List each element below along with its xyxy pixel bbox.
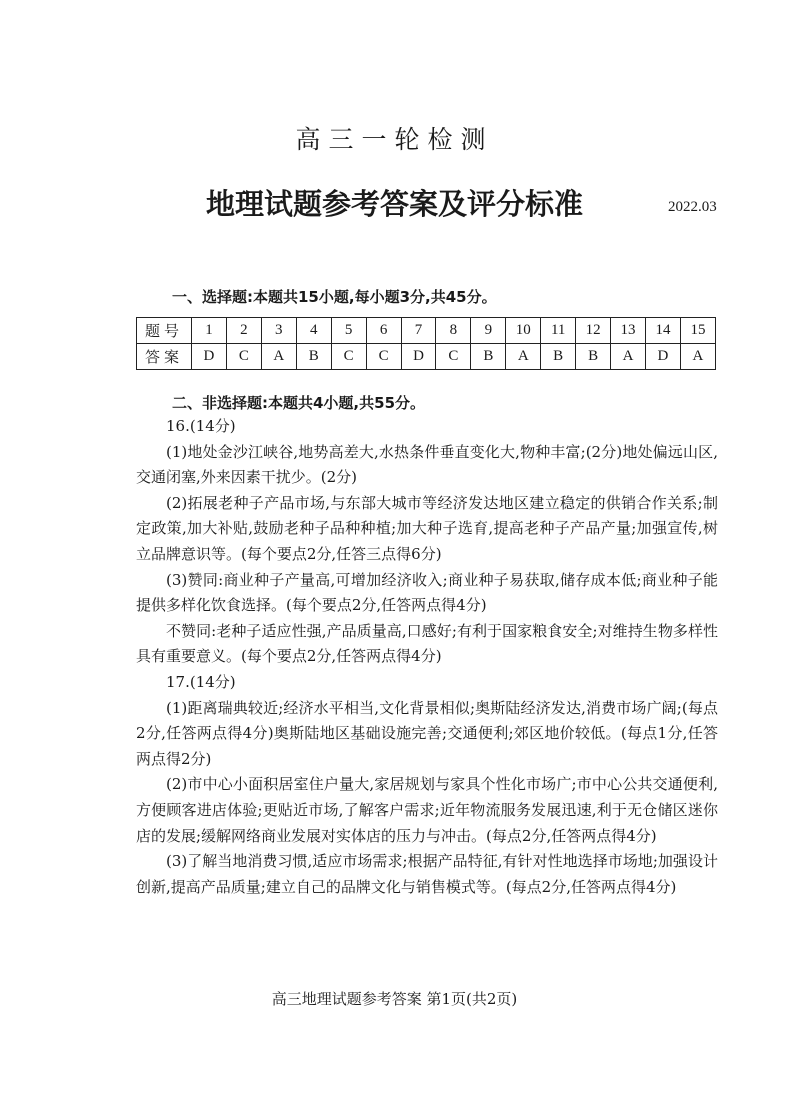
question-number: 5	[331, 318, 366, 344]
question-16-heading: 16.(14分)	[166, 417, 236, 435]
answer-row	[137, 344, 716, 370]
answer-cell: B	[541, 344, 576, 370]
question-number: 11	[541, 318, 576, 344]
section2-heading: 二、非选择题:本题共4小题,共55分。	[172, 394, 426, 412]
question-number: 9	[471, 318, 506, 344]
question-number: 1	[192, 318, 227, 344]
question-number: 7	[401, 318, 436, 344]
question-number: 2	[226, 318, 261, 344]
answer-cell: C	[366, 344, 401, 370]
section1-heading: 一、选择题:本题共15小题,每小题3分,共45分。	[172, 288, 497, 306]
question-number: 8	[436, 318, 471, 344]
answer-cell: B	[576, 344, 611, 370]
question-number: 15	[680, 318, 715, 344]
q17-part3-answer: (3)了解当地消费习惯,适应市场需求;根据产品特征,有针对性地选择市场地;加强设计创新,提高产品质量;建立自己的品牌文化与销售模式等。(每点2分,任答两点得4分)	[136, 852, 718, 896]
answer-cell: A	[611, 344, 646, 370]
q17-part1-answer: (1)距离瑞典较近;经济水平相当,文化背景相似;奥斯陆经济发达,消费市场广阔;(每点2分,任答两点得4分)奥斯陆地区基础设施完善;交通便利;郊区地价较低。(每点1分,任答两点得2分)	[136, 698, 718, 768]
document-title: 地理试题参考答案及评分标准	[205, 187, 583, 221]
question-number: 10	[506, 318, 541, 344]
row-label-number: 题号	[137, 318, 192, 344]
question-number: 3	[261, 318, 296, 344]
q16-part2-answer: (2)拓展老种子产品市场,与东部大城市等经济发达地区建立稳定的供销合作关系;制定政策,加大补贴,鼓励老种子品种种植;加大种子选育,提高老种子产品产量;加强宣传,树立品牌意识等。(每个要点2分,任答三点得6分)	[136, 493, 718, 563]
answer-cell: C	[331, 344, 366, 370]
question-number: 13	[611, 318, 646, 344]
question-number: 6	[366, 318, 401, 344]
exam-date: 2022.03	[668, 199, 717, 215]
answer-table	[136, 317, 716, 370]
page-footer: 高三地理试题参考答案 第1页(共2页)	[271, 990, 518, 1008]
q16-part1-answer: (1)地处金沙江峡谷,地势高差大,水热条件垂直变化大,物种丰富;(2分)地处偏远山区,交通闭塞,外来因素干扰少。(2分)	[136, 442, 718, 487]
answer-cell: D	[192, 344, 227, 370]
question-number: 12	[576, 318, 611, 344]
answer-cell: A	[680, 344, 715, 370]
q17-part2-answer: (2)市中心小面积居室住户量大,家居规划与家具个性化市场广;市中心公共交通便利,方便顾客进店体验;更贴近市场,了解客户需求;近年物流服务发展迅速,利于无仓储区迷你店的发展;缓解网络商业发展对实体店的压力与冲击。(每点2分,任答两点得4分)	[136, 775, 718, 845]
answer-cell: C	[226, 344, 261, 370]
answer-cell: A	[261, 344, 296, 370]
exam-subtitle: 高三一轮检测	[295, 125, 494, 154]
answer-cell: D	[645, 344, 680, 370]
question-number: 14	[645, 318, 680, 344]
section2-body	[136, 414, 718, 900]
q16-part3-agree-answer: (3)赞同:商业种子产量高,可增加经济收入;商业种子易获取,储存成本低;商业种子能提供多样化饮食选择。(每个要点2分,任答两点得4分)	[136, 570, 718, 615]
row-label-answer: 答案	[137, 344, 192, 370]
answer-cell: B	[471, 344, 506, 370]
question-number: 4	[296, 318, 331, 344]
q16-part3-disagree-answer: 不赞同:老种子适应性强,产品质量高,口感好;有利于国家粮食安全;对维持生物多样性具有重要意义。(每个要点2分,任答两点得4分)	[136, 621, 718, 666]
question-17-heading: 17.(14分)	[166, 672, 236, 691]
answer-cell: B	[296, 344, 331, 370]
answer-cell: C	[436, 344, 471, 370]
question-number-row	[137, 318, 716, 344]
answer-cell: D	[401, 344, 436, 370]
answer-cell: A	[506, 344, 541, 370]
